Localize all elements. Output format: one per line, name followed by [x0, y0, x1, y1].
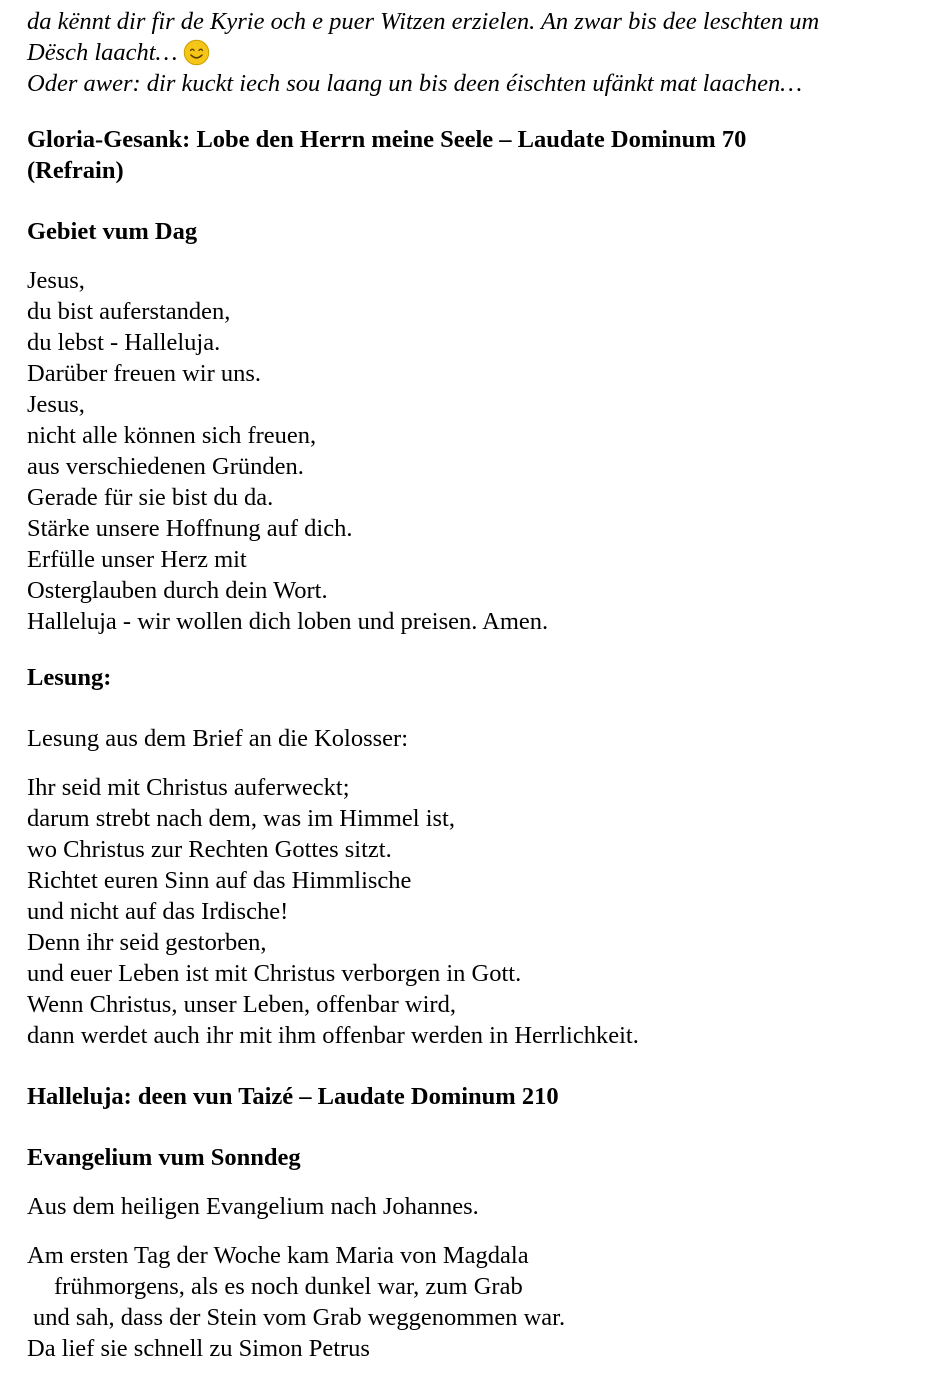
- gebiet-line: nicht alle können sich freuen,: [27, 422, 317, 449]
- halleluja-section: [27, 1081, 927, 1112]
- intro-line-2: [27, 37, 927, 68]
- gloria-section: [27, 124, 927, 186]
- gebiet-line: aus verschiedenen Gründen.: [27, 453, 304, 480]
- evangelium-line: Am ersten Tag der Woche kam Maria von Magdala: [27, 1242, 529, 1269]
- lesung-line: und euer Leben ist mit Christus verborgen in Gott.: [27, 960, 522, 987]
- lesung-line: Wenn Christus, unser Leben, offenbar wird,: [27, 991, 456, 1018]
- gloria-heading-line-1: Gloria-Gesank: Lobe den Herrn meine Seele – Laudate Dominum 70: [27, 126, 747, 153]
- gloria-heading-line-2: (Refrain): [27, 157, 124, 184]
- lesung-heading: Lesung:: [27, 664, 112, 691]
- evangelium-intro: Aus dem heiligen Evangelium nach Johannes.: [27, 1193, 479, 1220]
- lesung-line: und nicht auf das Irdische!: [27, 898, 289, 925]
- document-page: [27, 6, 927, 1364]
- evangelium-line: frühmorgens, als es noch dunkel war, zum Grab: [54, 1273, 523, 1300]
- gebiet-line: du lebst - Halleluja.: [27, 329, 221, 356]
- gebiet-line: Gerade für sie bist du da.: [27, 484, 274, 511]
- intro-line-2-text: Dësch laacht…: [27, 39, 178, 66]
- gebiet-line: Halleluja - wir wollen dich loben und preisen. Amen.: [27, 608, 549, 635]
- evangelium-heading: Evangelium vum Sonndeg: [27, 1144, 301, 1171]
- lesung-line: Richtet euren Sinn auf das Himmlische: [27, 867, 412, 894]
- lesung-intro: Lesung aus dem Brief an die Kolosser:: [27, 725, 409, 752]
- evangelium-line: und sah, dass der Stein vom Grab weggenommen war.: [33, 1304, 566, 1331]
- lesung-line: Denn ihr seid gestorben,: [27, 929, 267, 956]
- lesung-line: wo Christus zur Rechten Gottes sitzt.: [27, 836, 392, 863]
- gebiet-heading: Gebiet vum Dag: [27, 218, 198, 245]
- evangelium-line: Da lief sie schnell zu Simon Petrus: [27, 1335, 370, 1362]
- gebiet-line: Osterglauben durch dein Wort.: [27, 577, 328, 604]
- smiling-face-icon: [183, 39, 210, 66]
- gebiet-line: Jesus,: [27, 391, 85, 418]
- halleluja-heading: Halleluja: deen vun Taizé – Laudate Dominum 210: [27, 1083, 559, 1110]
- intro-line-1: da kënnt dir fir de Kyrie och e puer Witzen erzielen. An zwar bis dee leschten um: [27, 8, 820, 35]
- gebiet-section: [27, 216, 927, 637]
- evangelium-section: [27, 1142, 927, 1364]
- lesung-section: [27, 662, 927, 1051]
- gebiet-line: Erfülle unser Herz mit: [27, 546, 247, 573]
- intro-line-3: Oder awer: dir kuckt iech sou laang un bis deen éischten ufänkt mat laachen…: [27, 70, 802, 97]
- gebiet-line: Stärke unsere Hoffnung auf dich.: [27, 515, 353, 542]
- lesung-line: dann werdet auch ihr mit ihm offenbar werden in Herrlichkeit.: [27, 1022, 639, 1049]
- gebiet-line: Jesus,: [27, 267, 85, 294]
- gebiet-line: du bist auferstanden,: [27, 298, 231, 325]
- intro-section: [27, 6, 927, 99]
- lesung-line: darum strebt nach dem, was im Himmel ist,: [27, 805, 455, 832]
- lesung-line: Ihr seid mit Christus auferweckt;: [27, 774, 350, 801]
- gebiet-line: Darüber freuen wir uns.: [27, 360, 262, 387]
